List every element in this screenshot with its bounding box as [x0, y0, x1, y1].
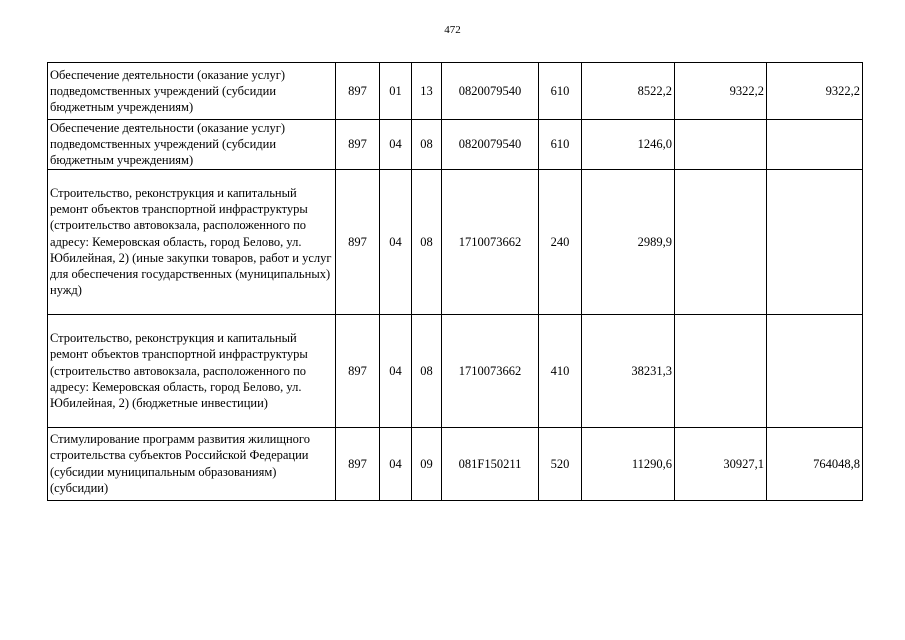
- cell-ministry-code: 897: [336, 169, 380, 314]
- cell-subsection-code: 08: [412, 169, 442, 314]
- cell-amount-1: 8522,2: [582, 63, 675, 120]
- cell-subsection-code: 09: [412, 427, 442, 500]
- cell-amount-1: 38231,3: [582, 314, 675, 427]
- cell-amount-3: 9322,2: [767, 63, 863, 120]
- cell-amount-1: 2989,9: [582, 169, 675, 314]
- table-body: [48, 63, 863, 501]
- cell-ministry-code: 897: [336, 120, 380, 170]
- cell-amount-1: 11290,6: [582, 427, 675, 500]
- table-row: [48, 169, 863, 314]
- cell-expense-type: 610: [539, 120, 582, 170]
- cell-section-code: 04: [380, 314, 412, 427]
- cell-section-code: 04: [380, 427, 412, 500]
- cell-target-article: 0820079540: [442, 120, 539, 170]
- table-row: [48, 120, 863, 170]
- cell-amount-2: [675, 169, 767, 314]
- cell-section-code: 04: [380, 169, 412, 314]
- cell-amount-3: [767, 120, 863, 170]
- cell-ministry-code: 897: [336, 427, 380, 500]
- cell-amount-3: [767, 169, 863, 314]
- cell-section-code: 01: [380, 63, 412, 120]
- cell-expense-name: Стимулирование программ развития жилищного строительства субъектов Российской Федерации (субсидии муниципальным образованиям) (субсидии): [48, 427, 336, 500]
- cell-ministry-code: 897: [336, 63, 380, 120]
- cell-amount-2: 9322,2: [675, 63, 767, 120]
- table-row: [48, 63, 863, 120]
- cell-subsection-code: 08: [412, 120, 442, 170]
- cell-amount-2: [675, 314, 767, 427]
- cell-subsection-code: 13: [412, 63, 442, 120]
- cell-target-article: 1710073662: [442, 314, 539, 427]
- cell-expense-type: 520: [539, 427, 582, 500]
- cell-target-article: 081F150211: [442, 427, 539, 500]
- cell-target-article: 0820079540: [442, 63, 539, 120]
- cell-amount-3: [767, 314, 863, 427]
- table-row: [48, 427, 863, 500]
- cell-expense-name: Обеспечение деятельности (оказание услуг) подведомственных учреждений (субсидии бюджетным учреждениям): [48, 63, 336, 120]
- cell-subsection-code: 08: [412, 314, 442, 427]
- cell-expense-name: Строительство, реконструкция и капитальный ремонт объектов транспортной инфраструктуры (строительство автовокзала, расположенного по адресу: Кемеровская область, город Белово, ул. Юбилейная, 2) (бюджетные инвестиции): [48, 314, 336, 427]
- cell-expense-type: 240: [539, 169, 582, 314]
- cell-amount-3: 764048,8: [767, 427, 863, 500]
- cell-section-code: 04: [380, 120, 412, 170]
- cell-ministry-code: 897: [336, 314, 380, 427]
- cell-expense-type: 610: [539, 63, 582, 120]
- cell-expense-name: Обеспечение деятельности (оказание услуг) подведомственных учреждений (субсидии бюджетным учреждениям): [48, 120, 336, 170]
- cell-expense-type: 410: [539, 314, 582, 427]
- page-number: 472: [444, 24, 461, 36]
- cell-target-article: 1710073662: [442, 169, 539, 314]
- cell-amount-2: 30927,1: [675, 427, 767, 500]
- cell-amount-1: 1246,0: [582, 120, 675, 170]
- cell-amount-2: [675, 120, 767, 170]
- cell-expense-name: Строительство, реконструкция и капитальный ремонт объектов транспортной инфраструктуры (строительство автовокзала, расположенного по адресу: Кемеровская область, город Белово, ул. Юбилейная, 2) (иные закупки товаров, работ и услуг для обеспечения государственных (муниципальных) нужд): [48, 169, 336, 314]
- table-row: [48, 314, 863, 427]
- budget-table: [47, 62, 863, 501]
